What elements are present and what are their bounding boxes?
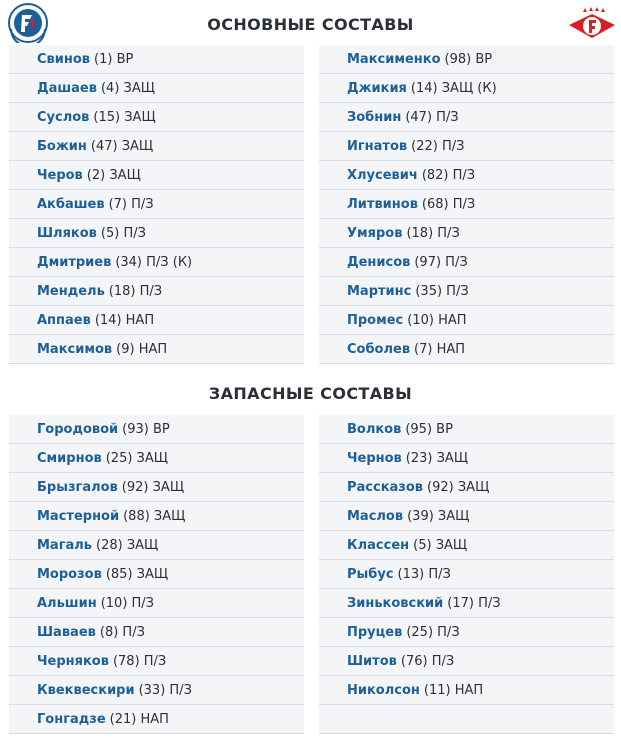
player-row bbox=[9, 103, 304, 132]
player-name-link[interactable]: Черняков bbox=[37, 653, 109, 669]
player-name-link[interactable]: Смирнов bbox=[37, 450, 102, 466]
player-number-position: (34) П/З (К) bbox=[115, 254, 193, 270]
player-number-position: (14) ЗАЩ (К) bbox=[410, 80, 497, 96]
player-row bbox=[9, 74, 304, 103]
player-row bbox=[9, 618, 304, 647]
player-row bbox=[9, 277, 304, 306]
home-subs-lineup bbox=[9, 415, 304, 734]
player-row bbox=[9, 415, 304, 444]
player-name-link[interactable]: Чернов bbox=[347, 450, 402, 466]
player-number-position: (7) НАП bbox=[414, 341, 466, 357]
player-number-position: (82) П/З bbox=[421, 167, 476, 183]
player-row bbox=[319, 473, 614, 502]
player-name-link[interactable]: Квеквескири bbox=[37, 682, 135, 698]
player-name-link[interactable]: Шаваев bbox=[37, 624, 96, 640]
player-number-position: (9) НАП bbox=[116, 341, 168, 357]
player-number-position: (22) П/З bbox=[411, 138, 465, 154]
player-row bbox=[9, 161, 304, 190]
player-name-link[interactable]: Дашаев bbox=[37, 80, 97, 96]
player-number-position: (25) ЗАЩ bbox=[105, 450, 168, 466]
away-subs-lineup bbox=[319, 415, 614, 734]
player-row bbox=[319, 219, 614, 248]
player-name-link[interactable]: Волков bbox=[347, 421, 402, 437]
player-name-link[interactable]: Маслов bbox=[347, 508, 404, 524]
player-name-link[interactable]: Мастерной bbox=[37, 508, 120, 524]
player-row bbox=[9, 335, 304, 364]
player-row bbox=[9, 190, 304, 219]
player-number-position: (33) П/З bbox=[138, 682, 192, 698]
player-number-position: (68) П/З bbox=[421, 196, 476, 212]
player-number-position: (28) ЗАЩ bbox=[96, 537, 159, 553]
player-number-position: (14) НАП bbox=[94, 312, 155, 328]
player-name-link[interactable]: Рыбус bbox=[347, 566, 394, 582]
player-number-position: (1) ВР bbox=[94, 51, 134, 67]
player-number-position: (47) ЗАЩ bbox=[90, 138, 154, 154]
player-name-link[interactable]: Зобнин bbox=[347, 109, 402, 125]
player-number-position: (10) П/З bbox=[100, 595, 155, 611]
player-number-position: (18) П/З bbox=[406, 225, 460, 241]
player-name-link[interactable]: Акбашев bbox=[37, 196, 105, 212]
player-row bbox=[319, 161, 614, 190]
player-row bbox=[319, 248, 614, 277]
player-name-link[interactable]: Божин bbox=[37, 138, 87, 154]
player-number-position: (97) П/З bbox=[414, 254, 468, 270]
player-row bbox=[9, 219, 304, 248]
player-name-link[interactable]: Морозов bbox=[37, 566, 102, 582]
player-row bbox=[319, 415, 614, 444]
subs-lineups-title: ЗАПАСНЫЕ СОСТАВЫ bbox=[208, 384, 413, 403]
player-row bbox=[9, 473, 304, 502]
player-name-link[interactable]: Черов bbox=[37, 167, 83, 183]
player-name-link[interactable]: Мендель bbox=[37, 283, 105, 299]
player-number-position: (11) НАП bbox=[423, 682, 484, 698]
main-lineups-title: ОСНОВНЫЕ СОСТАВЫ bbox=[207, 15, 414, 34]
player-number-position: (21) НАП bbox=[109, 711, 169, 727]
player-row bbox=[319, 190, 614, 219]
player-name-link[interactable]: Городовой bbox=[37, 421, 119, 437]
player-name-link[interactable]: Зиньковский bbox=[347, 595, 444, 611]
player-row bbox=[9, 647, 304, 676]
player-name-link[interactable]: Классен bbox=[347, 537, 410, 553]
player-row bbox=[9, 444, 304, 473]
away-main-lineup bbox=[319, 45, 614, 364]
player-row bbox=[9, 502, 304, 531]
player-name-link[interactable]: Николсон bbox=[347, 682, 420, 698]
player-number-position: (10) НАП bbox=[407, 312, 467, 328]
player-name-link[interactable]: Максимов bbox=[37, 341, 113, 357]
player-name-link[interactable]: Аппаев bbox=[37, 312, 91, 328]
player-number-position: (7) П/З bbox=[108, 196, 154, 212]
player-name-link[interactable]: Магаль bbox=[37, 537, 93, 553]
player-row bbox=[319, 444, 614, 473]
player-row bbox=[319, 647, 614, 676]
player-name-link[interactable]: Брызгалов bbox=[37, 479, 118, 495]
player-name-link[interactable]: Шляков bbox=[37, 225, 97, 241]
player-number-position: (88) ЗАЩ bbox=[123, 508, 186, 524]
player-row bbox=[9, 132, 304, 161]
player-row bbox=[9, 306, 304, 335]
player-number-position: (2) ЗАЩ bbox=[86, 167, 141, 183]
player-number-position: (39) ЗАЩ bbox=[407, 508, 470, 524]
player-number-position: (8) П/З bbox=[99, 624, 145, 640]
player-number-position: (23) ЗАЩ bbox=[405, 450, 469, 466]
player-name-link[interactable]: Промес bbox=[347, 312, 404, 328]
player-row bbox=[319, 277, 614, 306]
player-number-position: (92) ЗАЩ bbox=[427, 479, 490, 495]
player-name-link[interactable]: Рассказов bbox=[347, 479, 424, 495]
player-number-position: (85) ЗАЩ bbox=[105, 566, 169, 582]
player-row bbox=[319, 531, 614, 560]
player-row bbox=[9, 705, 304, 734]
player-name-link[interactable]: Мартинс bbox=[347, 283, 412, 299]
player-name-link[interactable]: Хлусевич bbox=[347, 167, 418, 183]
player-row bbox=[9, 676, 304, 705]
player-number-position: (47) П/З bbox=[405, 109, 459, 125]
player-row bbox=[319, 306, 614, 335]
player-name-link[interactable]: Литвинов bbox=[347, 196, 418, 212]
player-number-position: (5) П/З bbox=[100, 225, 146, 241]
player-row bbox=[319, 335, 614, 364]
player-number-position: (76) П/З bbox=[400, 653, 455, 669]
player-name-link[interactable]: Гонгадзе bbox=[37, 711, 106, 727]
player-row bbox=[319, 132, 614, 161]
player-row bbox=[9, 531, 304, 560]
player-row bbox=[319, 618, 614, 647]
player-name-link[interactable]: Пруцев bbox=[347, 624, 403, 640]
player-row bbox=[319, 103, 614, 132]
player-number-position: (17) П/З bbox=[447, 595, 501, 611]
lineups-header bbox=[0, 0, 621, 45]
player-number-position: (13) П/З bbox=[397, 566, 451, 582]
player-number-position: (5) ЗАЩ bbox=[413, 537, 468, 553]
player-row bbox=[319, 74, 614, 103]
home-main-lineup bbox=[9, 45, 304, 364]
player-name-link[interactable]: Соболев bbox=[347, 341, 411, 357]
player-name-link[interactable]: Дмитриев bbox=[37, 254, 112, 270]
player-row bbox=[319, 705, 614, 734]
player-row bbox=[319, 589, 614, 618]
player-name-link[interactable]: Свинов bbox=[37, 51, 91, 67]
player-number-position: (98) ВР bbox=[444, 51, 493, 67]
player-number-position: (92) ЗАЩ bbox=[121, 479, 185, 495]
player-name-link[interactable]: Денисов bbox=[347, 254, 411, 270]
player-row bbox=[319, 502, 614, 531]
player-row bbox=[319, 560, 614, 589]
player-name-link[interactable]: Альшин bbox=[37, 595, 97, 611]
player-row bbox=[9, 45, 304, 74]
player-name-link[interactable]: Шитов bbox=[347, 653, 397, 669]
player-number-position: (35) П/З bbox=[415, 283, 469, 299]
player-number-position: (95) ВР bbox=[405, 421, 453, 437]
spartak-logo-icon bbox=[567, 6, 617, 40]
player-name-link[interactable]: Джикия bbox=[347, 80, 407, 96]
player-name-link[interactable]: Суслов bbox=[37, 109, 90, 125]
player-number-position: (18) П/З bbox=[108, 283, 163, 299]
player-row bbox=[319, 45, 614, 74]
player-row bbox=[9, 589, 304, 618]
player-number-position: (25) П/З bbox=[406, 624, 460, 640]
player-name-link[interactable]: Умяров bbox=[347, 225, 403, 241]
player-number-position: (15) ЗАЩ bbox=[93, 109, 156, 125]
player-row bbox=[319, 676, 614, 705]
player-row bbox=[9, 248, 304, 277]
player-name-link[interactable]: Максименко bbox=[347, 51, 441, 67]
player-number-position: (78) П/З bbox=[112, 653, 167, 669]
player-number-position: (93) ВР bbox=[122, 421, 170, 437]
player-row bbox=[9, 560, 304, 589]
player-name-link[interactable]: Игнатов bbox=[347, 138, 408, 154]
player-number-position: (4) ЗАЩ bbox=[100, 80, 155, 96]
